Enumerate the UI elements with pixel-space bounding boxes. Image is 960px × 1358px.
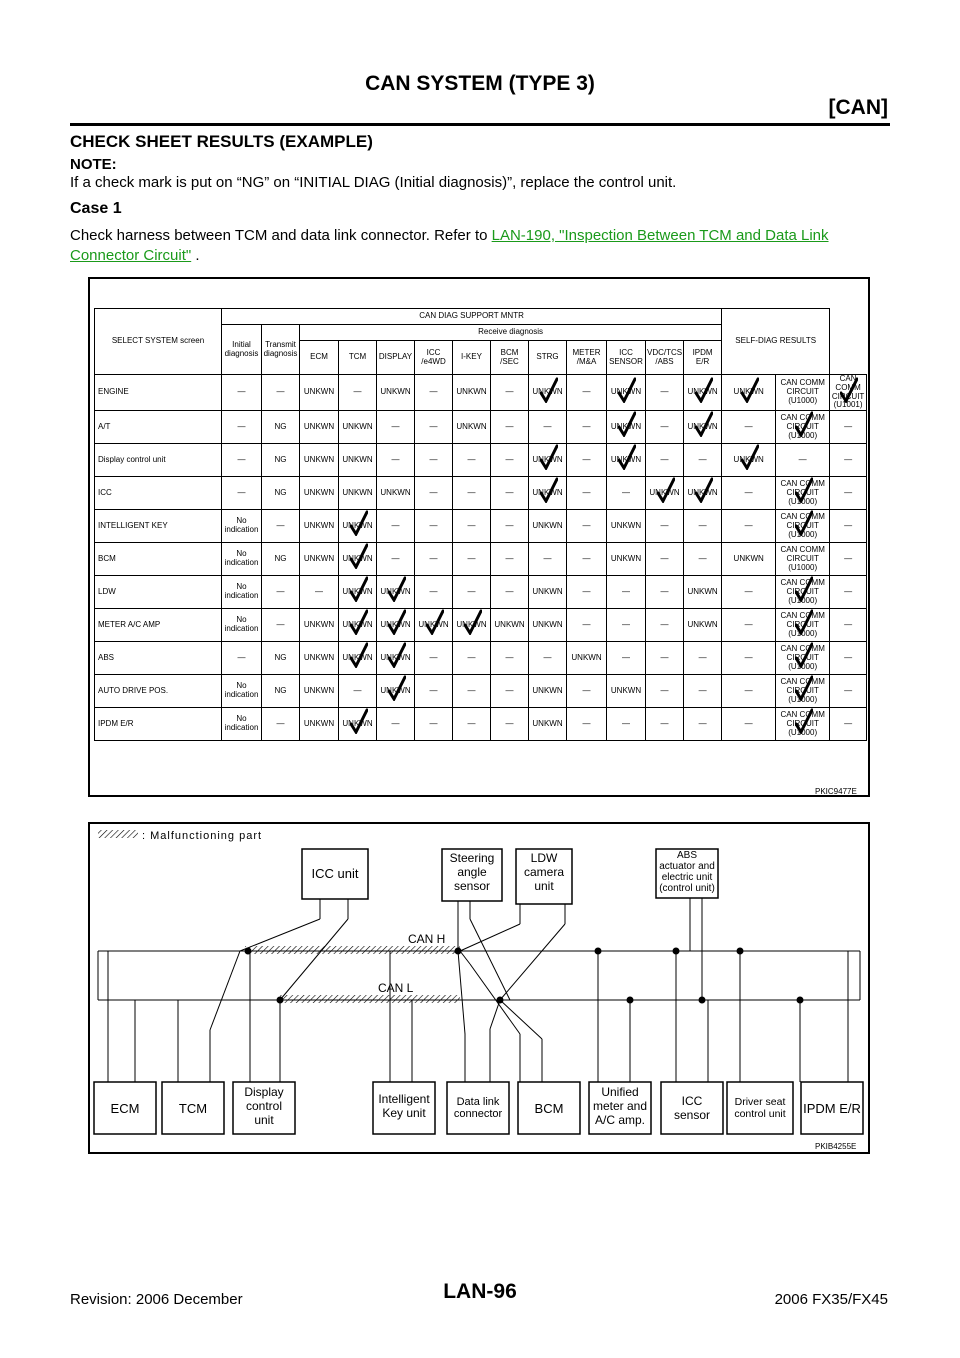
diag-cell: —: [567, 708, 607, 741]
diag-cell: —: [377, 708, 415, 741]
case-heading: Case 1: [70, 200, 122, 217]
diag-cell: UNKWN: [529, 375, 567, 411]
diag-cell: UNKWN: [607, 411, 646, 444]
ipdm-er-label: IPDM E/R: [803, 1101, 861, 1116]
diag-cell: —: [567, 510, 607, 543]
check-mark-icon: [388, 576, 406, 602]
diag-cell: UNKWN: [684, 576, 722, 609]
driver-seat-control-unit-label: Driver seat control unit: [734, 1096, 786, 1120]
check-mark-icon: [350, 543, 368, 569]
check-mark-icon: [350, 708, 368, 734]
diag-cell: —: [776, 444, 830, 477]
check-mark-icon: [464, 609, 482, 635]
system-name-cell: INTELLIGENT KEY: [95, 510, 222, 543]
diag-cell: UNKWN: [567, 642, 607, 675]
diag-cell: —: [722, 510, 776, 543]
receive-col-header: ICC /e4WD: [415, 341, 453, 375]
diag-cell: UNKWN: [300, 477, 339, 510]
diag-cell: —: [377, 411, 415, 444]
unified-meter-label: Unified meter and A/C amp.: [592, 1085, 648, 1127]
check-mark-icon: [388, 609, 406, 635]
diag-cell: NG: [262, 411, 300, 444]
tcm-label: TCM: [178, 1101, 208, 1116]
system-name-cell: ENGINE: [95, 375, 222, 411]
bottom-unit-wires: [108, 951, 848, 1082]
diag-cell: —: [377, 510, 415, 543]
diag-cell: —: [222, 444, 262, 477]
check-mark-icon: [795, 576, 813, 602]
diag-cell: —: [222, 375, 262, 411]
can-system-diagram: [90, 824, 868, 1152]
diag-cell: UNKWN: [339, 510, 377, 543]
diag-cell: —: [529, 543, 567, 576]
receive-col-header: DISPLAY: [377, 341, 415, 375]
diag-cell: —: [830, 510, 867, 543]
diag-cell: —: [262, 576, 300, 609]
diag-cell: —: [722, 477, 776, 510]
diag-cell: NG: [262, 444, 300, 477]
diag-cell: —: [607, 642, 646, 675]
check-mark-icon: [695, 411, 713, 437]
diag-cell: —: [830, 708, 867, 741]
check-mark-icon: [618, 411, 636, 437]
diag-cell: —: [415, 375, 453, 411]
check-mark-icon: [540, 444, 558, 470]
diag-cell: —: [453, 708, 491, 741]
can-diag-header: CAN DIAG SUPPORT MNTR: [222, 309, 722, 325]
check-mark-icon: [741, 377, 759, 403]
diag-cell: UNKWN: [300, 411, 339, 444]
diag-cell: CAN COMM CIRCUIT (U1000): [776, 375, 830, 411]
can-h-label: CAN H: [408, 932, 446, 946]
diag-cell: NG: [262, 477, 300, 510]
diag-cell: —: [415, 576, 453, 609]
section-heading: CHECK SHEET RESULTS (EXAMPLE): [70, 132, 373, 151]
diag-cell: —: [830, 477, 867, 510]
note-text: If a check mark is put on “NG” on “INITIAL DIAG (Initial diagnosis)”, replace the control unit.: [70, 174, 677, 191]
diag-cell: —: [491, 642, 529, 675]
system-name-cell: BCM: [95, 543, 222, 576]
diag-cell: UNKWN: [300, 510, 339, 543]
check-mark-icon: [388, 642, 406, 668]
diag-cell: —: [415, 543, 453, 576]
diag-cell: CAN COMM CIRCUIT (U1000): [776, 675, 830, 708]
check-mark-icon: [540, 377, 558, 403]
diag-cell: —: [262, 510, 300, 543]
legend-swatch: [98, 830, 138, 838]
diag-cell: No indication: [222, 576, 262, 609]
diag-cell: —: [339, 375, 377, 411]
table-row: [95, 510, 867, 543]
diag-cell: —: [567, 576, 607, 609]
check-mark-icon: [540, 477, 558, 503]
system-name-cell: ABS: [95, 642, 222, 675]
diag-cell: —: [567, 675, 607, 708]
diag-cell: —: [830, 444, 867, 477]
diag-cell: —: [646, 411, 684, 444]
diag-cell: UNKWN: [453, 609, 491, 642]
diag-cell: —: [567, 411, 607, 444]
diag-cell: UNKWN: [339, 411, 377, 444]
diag-cell: —: [830, 576, 867, 609]
check-mark-icon: [350, 576, 368, 602]
case-text-after: .: [191, 247, 200, 264]
diag-cell: UNKWN: [300, 375, 339, 411]
note-label: NOTE:: [70, 156, 117, 173]
diag-cell: UNKWN: [300, 642, 339, 675]
diag-cell: —: [453, 477, 491, 510]
table-row: [95, 543, 867, 576]
diag-cell: UNKWN: [684, 609, 722, 642]
ldw-camera-unit-label: LDW camera unit: [523, 851, 565, 893]
diag-cell: UNKWN: [339, 444, 377, 477]
diag-cell: UNKWN: [529, 708, 567, 741]
diag-cell: NG: [262, 543, 300, 576]
diag-cell: —: [453, 576, 491, 609]
diag-cell: No indication: [222, 609, 262, 642]
diag-cell: —: [646, 675, 684, 708]
diag-cell: —: [646, 642, 684, 675]
diag-cell: CAN COMM CIRCUIT (U1000): [776, 708, 830, 741]
diag-cell: —: [646, 576, 684, 609]
diag-cell: —: [646, 609, 684, 642]
diag-cell: —: [607, 477, 646, 510]
receive-diag-header: Receive diagnosis: [300, 325, 722, 341]
header-rule: [70, 123, 890, 126]
diag-cell: —: [415, 411, 453, 444]
diag-cell: CAN COMM CIRCUIT (U1001): [830, 375, 867, 411]
diag-cell: —: [646, 444, 684, 477]
self-diag-header: SELF-DIAG RESULTS: [722, 309, 830, 375]
diag-cell: UNKWN: [377, 675, 415, 708]
diag-cell: —: [262, 375, 300, 411]
check-mark-icon: [350, 510, 368, 536]
icc-sensor-label: ICC sensor: [673, 1094, 711, 1122]
diag-cell: —: [339, 675, 377, 708]
diag-cell: UNKWN: [339, 576, 377, 609]
diag-cell: —: [684, 708, 722, 741]
diag-cell: UNKWN: [415, 609, 453, 642]
check-mark-icon: [795, 411, 813, 437]
diag-cell: UNKWN: [722, 444, 776, 477]
diag-cell: —: [453, 444, 491, 477]
table-row: [95, 411, 867, 444]
page-number: LAN-96: [443, 1280, 517, 1303]
diag-cell: NG: [262, 642, 300, 675]
diag-cell: —: [722, 576, 776, 609]
diag-cell: —: [567, 477, 607, 510]
diag-cell: No indication: [222, 510, 262, 543]
check-mark-icon: [840, 377, 858, 403]
diag-cell: —: [567, 543, 607, 576]
icc-unit-label: ICC unit: [311, 866, 359, 881]
diag-cell: UNKWN: [491, 609, 529, 642]
check-mark-icon: [795, 642, 813, 668]
receive-col-header: BCM /SEC: [491, 341, 529, 375]
system-name-cell: A/T: [95, 411, 222, 444]
check-mark-icon: [618, 444, 636, 470]
figure-id: PKIC9477E: [815, 787, 857, 796]
diag-cell: —: [684, 444, 722, 477]
diag-cell: —: [646, 543, 684, 576]
section-tag: [CAN]: [828, 96, 888, 119]
select-system-header: SELECT SYSTEM screen: [95, 309, 222, 375]
malfunction-can-l: [280, 995, 460, 1003]
diag-cell: —: [453, 642, 491, 675]
diag-cell: UNKWN: [300, 543, 339, 576]
diag-cell: —: [491, 576, 529, 609]
diag-cell: —: [722, 411, 776, 444]
diag-cell: —: [646, 708, 684, 741]
diag-cell: —: [222, 642, 262, 675]
receive-col-header: I-KEY: [453, 341, 491, 375]
steering-angle-sensor-label: Steering angle sensor: [449, 851, 495, 893]
system-name-cell: IPDM E/R: [95, 708, 222, 741]
diag-cell: —: [491, 675, 529, 708]
diag-cell: —: [222, 477, 262, 510]
diag-cell: —: [567, 444, 607, 477]
page-title: CAN SYSTEM (TYPE 3): [365, 72, 595, 95]
check-mark-icon: [795, 477, 813, 503]
diag-cell: UNKWN: [607, 375, 646, 411]
diag-cell: —: [491, 444, 529, 477]
check-mark-icon: [795, 675, 813, 701]
diag-cell: CAN COMM CIRCUIT (U1000): [776, 543, 830, 576]
check-mark-icon: [795, 510, 813, 536]
diagram-figure-id: PKIB4255E: [815, 1142, 857, 1151]
revision-text: Revision: 2006 December: [70, 1291, 243, 1308]
diag-cell: —: [415, 675, 453, 708]
receive-col-header: METER /M&A: [567, 341, 607, 375]
diag-cell: —: [607, 609, 646, 642]
system-name-cell: LDW: [95, 576, 222, 609]
diag-cell: —: [415, 444, 453, 477]
check-mark-icon: [350, 642, 368, 668]
diag-cell: —: [684, 510, 722, 543]
diag-cell: UNKWN: [300, 609, 339, 642]
diag-cell: UNKWN: [377, 609, 415, 642]
diag-cell: —: [529, 642, 567, 675]
diag-cell: CAN COMM CIRCUIT (U1000): [776, 642, 830, 675]
receive-col-header: ECM: [300, 341, 339, 375]
diag-cell: No indication: [222, 543, 262, 576]
table-row: [95, 576, 867, 609]
diag-cell: —: [722, 708, 776, 741]
diag-cell: UNKWN: [722, 375, 776, 411]
system-name-cell: ICC: [95, 477, 222, 510]
diag-cell: No indication: [222, 708, 262, 741]
diag-cell: UNKWN: [646, 477, 684, 510]
check-mark-icon: [657, 477, 675, 503]
diag-cell: —: [491, 411, 529, 444]
intelligent-key-unit-label: Intelligent Key unit: [378, 1092, 430, 1120]
diag-cell: UNKWN: [684, 375, 722, 411]
diag-cell: —: [262, 609, 300, 642]
diag-cell: UNKWN: [529, 675, 567, 708]
check-mark-icon: [695, 377, 713, 403]
diag-cell: UNKWN: [607, 444, 646, 477]
diag-cell: —: [453, 510, 491, 543]
diag-cell: —: [377, 543, 415, 576]
diag-cell: —: [491, 543, 529, 576]
diag-cell: NG: [262, 675, 300, 708]
table-row: [95, 477, 867, 510]
diag-cell: CAN COMM CIRCUIT (U1000): [776, 477, 830, 510]
diag-cell: UNKWN: [529, 444, 567, 477]
diag-cell: —: [453, 543, 491, 576]
system-name-cell: METER A/C AMP: [95, 609, 222, 642]
diag-cell: UNKWN: [607, 510, 646, 543]
diag-cell: —: [415, 642, 453, 675]
diag-cell: —: [222, 411, 262, 444]
diag-cell: UNKWN: [339, 543, 377, 576]
diag-cell: —: [722, 675, 776, 708]
diag-cell: CAN COMM CIRCUIT (U1000): [776, 576, 830, 609]
diag-cell: UNKWN: [453, 411, 491, 444]
check-mark-icon: [618, 377, 636, 403]
diag-cell: UNKWN: [722, 543, 776, 576]
diag-cell: UNKWN: [529, 477, 567, 510]
diag-cell: —: [607, 708, 646, 741]
ecm-label: ECM: [110, 1101, 140, 1116]
model-text: 2006 FX35/FX45: [774, 1291, 888, 1308]
diag-cell: —: [415, 708, 453, 741]
receive-col-header: TCM: [339, 341, 377, 375]
malfunction-can-h: [245, 946, 460, 954]
diag-cell: UNKWN: [339, 708, 377, 741]
diag-cell: UNKWN: [300, 675, 339, 708]
check-mark-icon: [795, 609, 813, 635]
table-row: [95, 642, 867, 675]
check-mark-icon: [795, 708, 813, 734]
diag-cell: UNKWN: [529, 510, 567, 543]
diag-cell: UNKWN: [339, 609, 377, 642]
diag-cell: —: [491, 477, 529, 510]
diag-cell: UNKWN: [607, 675, 646, 708]
diag-cell: No indication: [222, 675, 262, 708]
system-name-cell: AUTO DRIVE POS.: [95, 675, 222, 708]
case-text: [70, 226, 900, 266]
diag-cell: CAN COMM CIRCUIT (U1000): [776, 609, 830, 642]
receive-col-header: VDC/TCS /ABS: [646, 341, 684, 375]
diag-cell: UNKWN: [607, 543, 646, 576]
diag-cell: —: [830, 411, 867, 444]
diag-cell: —: [300, 576, 339, 609]
diag-cell: UNKWN: [377, 576, 415, 609]
check-mark-icon: [426, 609, 444, 635]
diag-cell: UNKWN: [684, 411, 722, 444]
diag-cell: —: [415, 477, 453, 510]
diag-cell: —: [684, 642, 722, 675]
diag-cell: —: [415, 510, 453, 543]
check-mark-icon: [741, 444, 759, 470]
receive-col-header: STRG: [529, 341, 567, 375]
display-control-unit-label: Display control unit: [244, 1085, 284, 1127]
diag-cell: UNKWN: [529, 576, 567, 609]
diag-cell: UNKWN: [300, 444, 339, 477]
table-row: [95, 675, 867, 708]
diag-cell: —: [722, 609, 776, 642]
diag-cell: UNKWN: [377, 375, 415, 411]
receive-col-header: ICC SENSOR: [607, 341, 646, 375]
check-mark-icon: [388, 675, 406, 701]
diag-cell: —: [529, 411, 567, 444]
diag-cell: UNKWN: [339, 642, 377, 675]
reference-link[interactable]: LAN-190, "Inspection Between TCM and Data Link Connector Circuit": [70, 227, 829, 264]
diag-cell: —: [607, 576, 646, 609]
diag-cell: —: [646, 510, 684, 543]
diag-cell: UNKWN: [377, 477, 415, 510]
diag-cell: —: [377, 444, 415, 477]
case-text-before: Check harness between TCM and data link connector. Refer to: [70, 227, 492, 244]
diag-cell: —: [262, 708, 300, 741]
data-link-connector-label: Data link connector: [453, 1096, 503, 1120]
diag-cell: CAN COMM CIRCUIT (U1000): [776, 411, 830, 444]
diag-cell: UNKWN: [339, 477, 377, 510]
diag-cell: —: [830, 609, 867, 642]
diag-cell: —: [684, 675, 722, 708]
table-row: [95, 708, 867, 741]
diag-cell: UNKWN: [684, 477, 722, 510]
diag-cell: UNKWN: [377, 642, 415, 675]
diag-cell: —: [830, 543, 867, 576]
diag-cell: —: [830, 642, 867, 675]
diag-cell: —: [453, 675, 491, 708]
diag-cell: —: [830, 675, 867, 708]
legend-text: : Malfunctioning part: [142, 830, 263, 842]
check-mark-icon: [350, 609, 368, 635]
diag-cell: —: [722, 642, 776, 675]
initial-diag-header: Initial diagnosis: [222, 325, 262, 375]
diag-cell: —: [491, 708, 529, 741]
diag-cell: —: [491, 375, 529, 411]
bcm-label: BCM: [534, 1101, 564, 1116]
check-mark-icon: [695, 477, 713, 503]
diag-cell: —: [567, 375, 607, 411]
diag-cell: UNKWN: [300, 708, 339, 741]
diag-cell: —: [684, 543, 722, 576]
system-name-cell: Display control unit: [95, 444, 222, 477]
diag-cell: UNKWN: [529, 609, 567, 642]
abs-unit-label: ABS actuator and electric unit (control unit): [659, 850, 715, 894]
transmit-diag-header: Transmit diagnosis: [262, 325, 300, 375]
receive-col-header: IPDM E/R: [684, 341, 722, 375]
check-sheet-table: [94, 308, 867, 741]
can-l-label: CAN L: [378, 981, 414, 995]
diag-cell: UNKWN: [453, 375, 491, 411]
diag-cell: —: [567, 609, 607, 642]
diag-cell: CAN COMM CIRCUIT (U1000): [776, 510, 830, 543]
diag-cell: —: [491, 510, 529, 543]
diag-cell: —: [646, 375, 684, 411]
